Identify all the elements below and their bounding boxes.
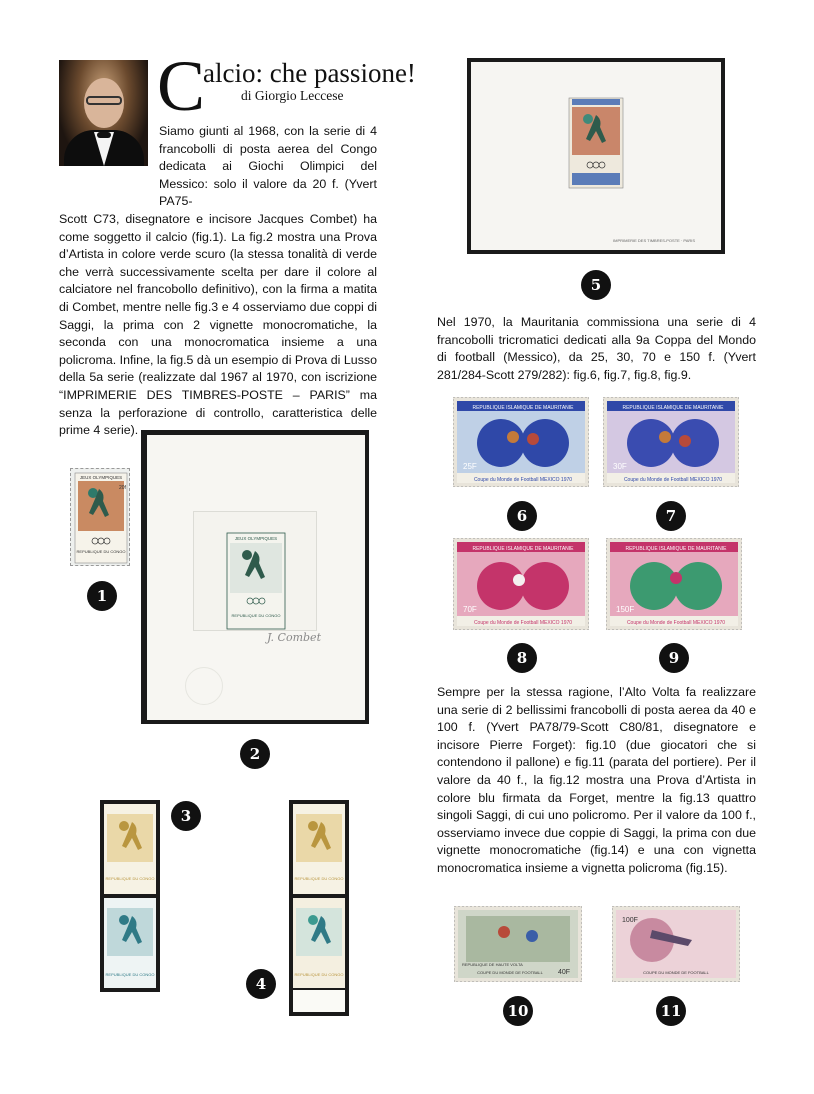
title-dropcap: C (157, 46, 206, 126)
fig4-country-bottom: REPUBLIQUE DU CONGO (294, 972, 344, 977)
fig11-value: 100F (622, 917, 638, 924)
fig4-country-top: REPUBLIQUE DU CONGO (294, 876, 344, 881)
fig10-value: 40F (558, 969, 571, 976)
figure-badge-7: 7 (656, 501, 686, 531)
fig7-value: 30F (613, 462, 627, 471)
figure-badge-2: 2 (240, 739, 270, 769)
figure-badge-6: 6 (507, 501, 537, 531)
proof-fig2 (147, 435, 365, 720)
figure-badge-5: 5 (581, 270, 611, 300)
fig7-caption: Coupe du Monde de Football MEXICO 1970 (623, 477, 723, 483)
essay-pair-fig3 (104, 804, 156, 988)
figure-badge-4: 4 (246, 969, 276, 999)
stamp-fig9 (606, 538, 742, 630)
fig2-top-text: JEUX OLYMPIQUES (234, 536, 278, 541)
fig8-value: 70F (463, 605, 477, 614)
stamp-fig6 (453, 397, 589, 487)
fig8-caption: Coupe du Monde de Football MEXICO 1970 (473, 620, 573, 626)
stamp-fig1 (70, 468, 130, 566)
figure-badge-10: 10 (503, 996, 533, 1026)
figure-badge-8: 8 (507, 643, 537, 673)
figure-badge-9: 9 (659, 643, 689, 673)
stamp-fig11 (612, 906, 740, 982)
proof5-imprint: IMPRIMERIE DES TIMBRES-POSTE · PARIS (613, 238, 696, 243)
embossed-seal (185, 667, 223, 705)
fig3-country-bottom: REPUBLIQUE DU CONGO (105, 972, 155, 977)
figure-badge-3: 3 (171, 801, 201, 831)
proof-fig5 (471, 62, 721, 250)
figure-badge-1: 1 (87, 581, 117, 611)
fig6-value: 25F (463, 462, 477, 471)
fig8-country: REPUBLIQUE ISLAMIQUE DE MAURITANIE (472, 546, 574, 552)
fig6-country: REPUBLIQUE ISLAMIQUE DE MAURITANIE (472, 405, 574, 411)
fig1-country: REPUBLIQUE DU CONGO (76, 549, 126, 554)
fig10-country: REPUBLIQUE DE HAUTE VOLTA (462, 962, 523, 967)
fig1-value: 20f (119, 485, 126, 491)
stamp-fig8 (453, 538, 589, 630)
fig3-country-top: REPUBLIQUE DU CONGO (105, 876, 155, 881)
stamp-fig10 (454, 906, 582, 982)
article-body: Scott C73, disegnatore e incisore Jacques Combet) ha come soggetto il calcio (fig.1). La fig.2 mostra una Prova d’Artista in colore verde scuro (la stessa tonalità di verde che verrà successivamente scelta per dare il colore al calciatore nel francobollo definitivo), con la firma a matita di Combet, mentre nelle fig.3 e 4 osserviamo due coppi di Saggi, la prima con 2 vignette monocromatiche, la seconda con una monocromatica insieme a una policroma. Infine, la fig.5 dà un esempio di Prova di Lusso della 5a serie (realizzate dal 1967 al 1970, con iscrizione “IMPRIMERIE DES TIMBRES-POSTE – PARIS” ma senza la perforazione di controllo, caratteristica delle prime 4 serie). (59, 212, 377, 438)
combet-signature: J. Combet (267, 631, 321, 644)
fig11-caption: COUPE DU MONDE DE FOOTBALL (643, 970, 709, 975)
fig7-country: REPUBLIQUE ISLAMIQUE DE MAURITANIE (622, 405, 724, 411)
fig9-country: REPUBLIQUE ISLAMIQUE DE MAURITANIE (625, 546, 727, 552)
figure-badge-11: 11 (656, 996, 686, 1026)
fig9-value: 150F (616, 605, 635, 614)
fig9-caption: Coupe du Monde de Football MEXICO 1970 (626, 620, 726, 626)
fig2-country: REPUBLIQUE DU CONGO (231, 613, 281, 618)
fig10-caption: COUPE DU MONDE DE FOOTBALL (477, 970, 543, 975)
author-photo (59, 60, 148, 166)
stamp-fig7 (603, 397, 739, 487)
para-mauritania: Nel 1970, la Mauritania commissiona una serie di 4 francobolli tricromatici dedicati alla 9a Coppa del Mondo di football (Messico), da 25, 30, 70 e 150 f. (Yvert 281/284-Scott 279/282): fig.6, fig.7, fig.8, fig.9. (437, 315, 756, 382)
para-altovolta: Sempre per la stessa ragione, l’Alto Volta fa realizzare una serie di 2 bellissimi francobolli di posta aerea da 40 e 100 f. (Yvert PA78/79-Scott C80/81, disegnatore e incisore Pierre Forget): fig.10 (due giocatori che si contendono il pallone) e fig.11 (parata del portiere). Per il valore da 40 f., la fig.12 mostra una Prova d’Artista in colore blu firmata da Forget, mentre la fig.13 quattro singoli Saggi, di cui uno policromo. Per il valore da 100 f., osserviamo invece due coppie di Saggi, la prima con due vignette monocromatiche (fig.14) e una con vignetta monocromatica insieme a vignetta policroma (fig.15). (437, 685, 756, 875)
fig6-caption: Coupe du Monde de Football MEXICO 1970 (473, 477, 573, 483)
article-intro: Siamo giunti al 1968, con la serie di 4 francobolli di posta aerea del Congo dedicata ai Giochi Olimpici del Messico: solo il valore da 20 f. (Yvert PA75- (159, 124, 377, 209)
article-byline: di Giorgio Leccese (241, 88, 344, 103)
fig1-top-text: JEUX OLYMPIQUES (79, 475, 123, 480)
essay-pair-fig4 (293, 804, 345, 1012)
article-title: alcio: che passione! (203, 58, 416, 88)
